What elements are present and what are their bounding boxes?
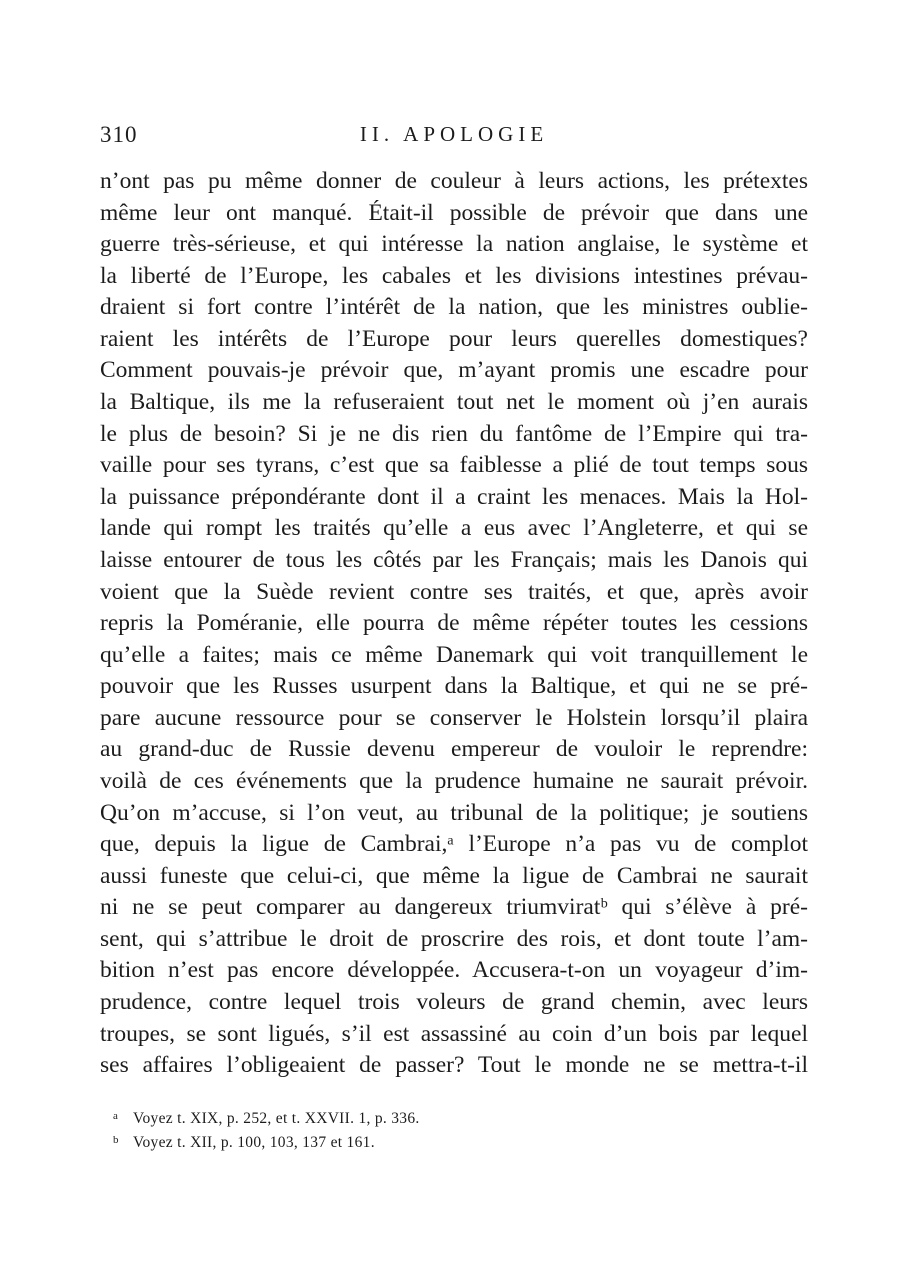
text-line: voient que la Suède revient contre ses traités, et que, après avoir	[100, 578, 808, 605]
footnote	[113, 1128, 713, 1152]
body-text	[100, 166, 808, 1082]
text-line: au grand-duc de Russie devenu empereur de vouloir le reprendre:	[100, 736, 808, 763]
footnotes	[113, 1104, 713, 1152]
text-line: troupes, se sont ligués, s’il est assassiné au coin d’un bois par lequel	[100, 1020, 808, 1047]
text-line: même leur ont manqué. Était-il possible de prévoir que dans une	[100, 199, 808, 226]
chapter-title: II. APOLOGIE	[359, 122, 549, 146]
text-line: sent, qui s’attribue le droit de proscrire des rois, et dont toute l’am-	[100, 925, 808, 952]
text-line: repris la Poméranie, elle pourra de même répéter toutes les cessions	[100, 610, 808, 637]
text-line: qu’elle a faites; mais ce même Danemark qui voit tranquillement le	[100, 641, 808, 668]
footnote	[113, 1104, 713, 1128]
text-line: ses affaires l’obligeaient de passer? Tout le monde ne se mettra-t-il	[100, 1052, 808, 1079]
text-line: guerre très-sérieuse, et qui intéresse la nation anglaise, le système et	[100, 231, 808, 258]
text-line: la puissance prépondérante dont il a craint les menaces. Mais la Hol-	[100, 483, 808, 510]
text-line: aussi funeste que celui-ci, que même la ligue de Cambrai ne saurait	[100, 862, 808, 889]
text-line: prudence, contre lequel trois voleurs de grand chemin, avec leurs	[100, 989, 808, 1016]
text-line: que, depuis la ligue de Cambrai,ᵃ l’Europe n’a pas vu de complot	[100, 831, 808, 858]
page-number: 310	[100, 122, 138, 147]
text-line: n’ont pas pu même donner de couleur à leurs actions, les prétextes	[100, 168, 808, 194]
text-line: la liberté de l’Europe, les cabales et les divisions intestines prévau-	[100, 262, 808, 289]
text-line: laisse entourer de tous les côtés par les Français; mais les Danois qui	[100, 546, 808, 573]
text-line: la Baltique, ils me la refuseraient tout net le moment où j’en aurais	[100, 389, 808, 416]
text-line: ni ne se peut comparer au dangereux triumviratᵇ qui s’élève à pré-	[100, 894, 808, 921]
text-line: Qu’on m’accuse, si l’on veut, au tribunal de la politique; je soutiens	[100, 799, 808, 826]
text-line: raient les intérêts de l’Europe pour leurs querelles domestiques?	[100, 325, 808, 352]
footnote-marker: b	[113, 1134, 119, 1146]
footnote-text: Voyez t. XIX, p. 252, et t. XXVII. 1, p. 336.	[133, 1110, 420, 1127]
text-line: voilà de ces événements que la prudence humaine ne saurait prévoir.	[100, 767, 808, 794]
footnote-marker: a	[113, 1110, 119, 1122]
running-head	[100, 122, 808, 152]
text-line: le plus de besoin? Si je ne dis rien du fantôme de l’Empire qui tra-	[100, 420, 808, 447]
text-line: pare aucune ressource pour se conserver le Holstein lorsqu’il plaira	[100, 704, 808, 731]
text-line: Comment pouvais-je prévoir que, m’ayant promis une escadre pour	[100, 357, 808, 384]
text-line: lande qui rompt les traités qu’elle a eus avec l’Angleterre, et qui se	[100, 515, 808, 542]
footnote-text: Voyez t. XII, p. 100, 103, 137 et 161.	[133, 1134, 375, 1151]
text-line: bition n’est pas encore développée. Accusera-t-on un voyageur d’im-	[100, 957, 808, 984]
text-line: vaille pour ses tyrans, c’est que sa faiblesse a plié de tout temps sous	[100, 452, 808, 479]
text-line: draient si fort contre l’intérêt de la nation, que les ministres oublie-	[100, 294, 808, 321]
text-line: pouvoir que les Russes usurpent dans la Baltique, et qui ne se pré-	[100, 673, 808, 700]
